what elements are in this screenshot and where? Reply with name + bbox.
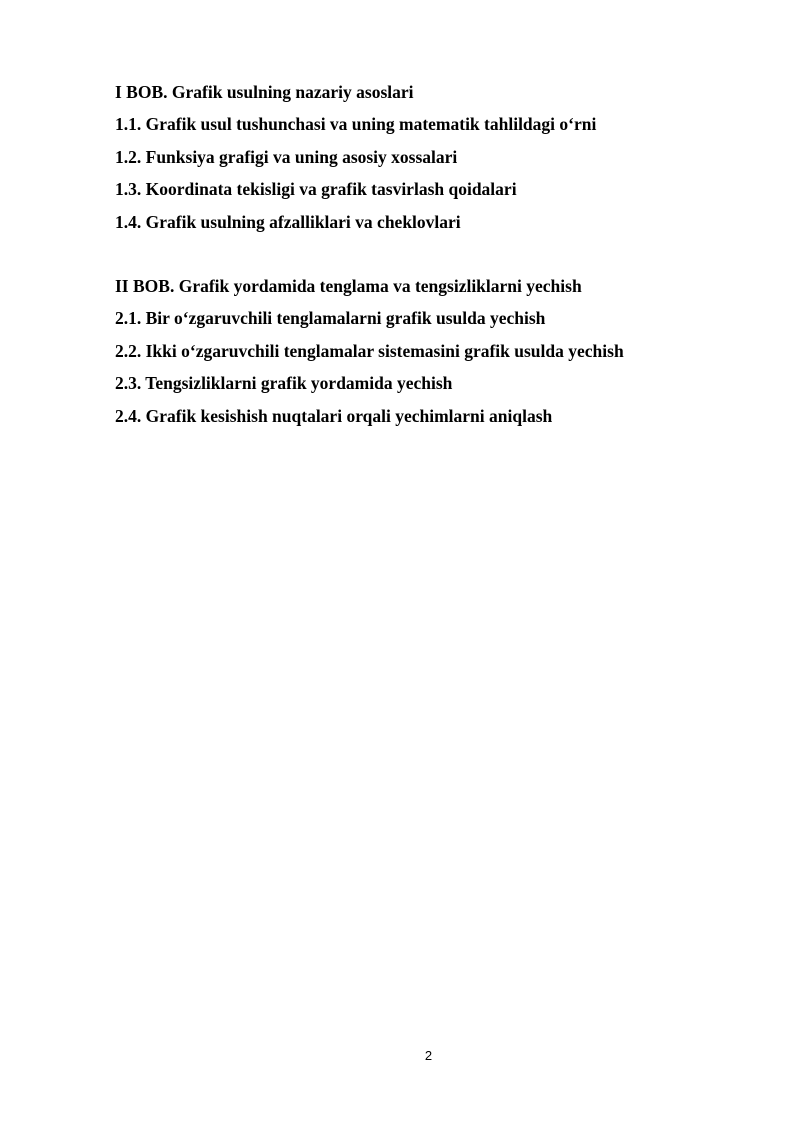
chapter-2-block: [115, 270, 735, 432]
page-number: 2: [424, 1048, 433, 1063]
chapter-2-title: II BOB. Grafik yordamida tenglama va tengsizliklarni yechish: [115, 276, 582, 296]
section-2-2: 2.2. Ikki o‘zgaruvchili tenglamalar sistemasini grafik usulda yechish: [115, 340, 624, 361]
section-1-3: 1.3. Koordinata tekisligi va grafik tasvirlash qoidalari: [115, 179, 517, 200]
section-1-2: 1.2. Funksiya grafigi va uning asosiy xossalari: [115, 146, 458, 167]
chapter-1-title: I BOB. Grafik usulning nazariy asoslari: [115, 82, 414, 102]
section-2-3: 2.3. Tengsizliklarni grafik yordamida yechish: [115, 373, 453, 394]
chapter-1-block: [115, 76, 735, 238]
section-2-4: 2.4. Grafik kesishish nuqtalari orqali yechimlarni aniqlash: [115, 405, 553, 426]
section-1-1: 1.1. Grafik usul tushunchasi va uning matematik tahlildagi o‘rni: [115, 114, 597, 135]
section-1-4: 1.4. Grafik usulning afzalliklari va cheklovlari: [115, 211, 461, 232]
section-2-1: 2.1. Bir o‘zgaruvchili tenglamalarni grafik usulda yechish: [115, 308, 546, 329]
